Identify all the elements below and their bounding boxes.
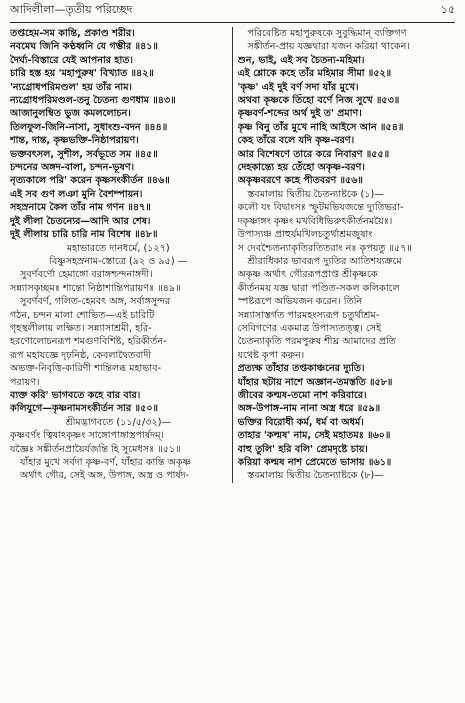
verse-line: অঙ্গ-উপাঙ্গ-নাম নানা অস্ত্র ধরে ॥৫৯॥ (237, 403, 381, 415)
running-header (10, 4, 455, 20)
citation-line: মহাভারতে দানধর্মে, (১২৭) (66, 242, 170, 254)
verse-line: ভক্তবৎসল, সুশীল, সর্বভূতে সম ॥৪৫॥ (10, 148, 158, 160)
verse-line: তিলফুল-জিনি-নাসা, সুধাংশু-বদন ॥৪৪॥ (10, 121, 168, 133)
header-title: আদিলীলা—তৃতীয় পরিচ্ছেদ (10, 3, 133, 16)
text-line: অর্থাৎ গৌর, সেই অঙ্গ, উপাঙ্গ, অস্ত্র ও পার্ষদ- (20, 470, 190, 482)
text-line: উপাস্যঞ্চ প্রাহুর্যমখিলচতুর্থাশ্রমজুষাং (237, 229, 373, 241)
text-line: সন্ন্যাসাস্তর্গত পারমহংস্যরূপ চতুর্থাশ্রম- (237, 309, 380, 321)
text-line: কীর্তনময় যজ্ঞ দ্বারা পণ্ডিত-সকল কলিকালে (237, 282, 400, 294)
text-line: যথেষ্ট কৃপা করুন। (237, 349, 305, 361)
text-line: স্তবমালায় দ্বিতীয় চৈতন্যাষ্টকে (৮)— (247, 470, 384, 482)
text-line: পরিবেষ্টিত মহাপুরুষকে সুবুদ্ধিমান্ ব্যক্তিগণ (247, 28, 407, 39)
text-line: কলৌ যং বিদ্বাংসঃ স্ফুটমভিযজন্তে দ্যুতিভরা- (237, 202, 404, 214)
text-line: শ্রীরাধিকার ভাবরূপ দ্যুতির আতিশয্যক্রমে (247, 255, 402, 267)
verse-line: এই সব গুণ লঞা মুনি বৈশম্পায়ন। (10, 188, 143, 200)
text-line: গৃহস্থলীলায় লক্ষিত। সন্ন্যাসাশ্রমী, হরি- (10, 322, 152, 334)
verse-line: 'কৃষ্ণ' এই দুই বর্ণ সদা যাঁর মুখে। (237, 81, 359, 93)
text-line: সুবর্ণবর্ণ, গলিত-হেমবৎ অঙ্গ, সর্বাঙ্গসুন্দর (20, 296, 171, 308)
verse-line: অকৃষ্ণবরণে কহে পীতবরণ ॥৫৬॥ (237, 175, 363, 187)
text-line: যজ্ঞৈঃ সঙ্কীর্তনপ্রায়ৈর্যজন্তি হি সুমেধসঃ ॥৫১॥ (10, 443, 181, 455)
verse-line: কেহ তাঁরে বলে যদি কৃষ্ণ-বরণ। (237, 135, 355, 147)
text-line: অকৃষ্ণ অর্থাৎ গৌররূপপ্রাপ্ত শ্রীকৃষ্ণকে (237, 269, 378, 281)
verse-line: আজানুলম্বিত ভুজ কমললোচন। (10, 108, 131, 120)
verse-line: জীবের কল্মষ-তমো নাশ করিবারে। (237, 389, 367, 401)
two-column-body (10, 27, 455, 483)
verse-line: এই শ্লোকে কহে তাঁর মহিমার সীমা ॥৫২॥ (237, 68, 392, 80)
verse-line: ন্যগ্রোধপরিমণ্ডল-তনু চৈতন্য গুণধাম ॥৪৩॥ (10, 95, 176, 107)
text-line: গঠন, চন্দন মালা শোভিত—এই চারিটি (10, 309, 155, 321)
verse-line: আর বিশেষণে তারে করে নিবারণ ॥৫৫॥ (237, 148, 390, 160)
left-column (10, 27, 233, 483)
verse-line: দুই লীলা চৈতন্যের—আদি আর শেষ। (10, 215, 151, 227)
text-line: সঙ্কীর্তন-প্রায় যজ্ঞদ্বারা যজন করিয়া থাকেন। (247, 41, 410, 53)
text-line: সন্ন্যাসকৃচ্ছমঃ শান্তো নিষ্ঠাশান্তিপরায়ণঃ ॥৪৯॥ (10, 282, 181, 294)
verse-line: অথবা কৃষ্ণকে তিঁহো বর্ণে নিজ সুখে ॥৫৩॥ (237, 95, 400, 107)
text-line: হরণোলোচনরূপ শমগুণবিশিষ্ট, হরিকীর্তন- (10, 336, 167, 348)
verse-line: দেহকান্ত্যে হয় তেঁহো অকৃষ্ণ-বরণ। (237, 162, 365, 174)
text-line: দকৃষ্ণাঙ্গং কৃষ্ণং মখবিধিভিরুৎকীর্তনময়ৈঃ। (237, 215, 393, 227)
verse-line: কৃষ্ণবর্ণ-শব্দের অর্থ দুই ত' প্রমাণ। (237, 108, 362, 120)
verse-line: সহস্রনামে কৈল তাঁর নাম গণন ॥৪৭॥ (10, 202, 151, 214)
verse-line: ব্যক্ত করি' ভাগবতে কহে বার বার। (10, 389, 141, 401)
verse-line: চন্দনের অঙ্গদ-বালা, চন্দন-ভূষণ। (10, 162, 135, 174)
text-line: রূপ মহাযজ্ঞে দৃঢ়নিষ্ঠ, কেবলাদ্বৈতবাদী (10, 349, 152, 361)
text-line: স্তবমালায় দ্বিতীয় চৈতন্যাষ্টকে (১)— (247, 188, 384, 200)
verse-line: তাহার 'কল্মষ' নাম, সেই মহাতমঃ ॥৬০॥ (237, 430, 391, 442)
text-line: স্পষ্টরূপে অভিযজন করেন। তিনি (237, 296, 363, 308)
text-line: স দেবশ্চৈতন্যাকৃতিরতিতরাং নঃ কৃপয়তু ॥৫৭॥ (237, 242, 412, 254)
verse-line: দৈর্ঘ্য-বিস্তারে যেই আপনার হাত। (10, 54, 133, 66)
citation-line: বিষ্ণুসহস্রনাম-স্তোত্রে (৯২ ও ৯৫) — (49, 255, 188, 267)
header-rule (10, 22, 455, 23)
verse-line: বাহু তুলি' হরি বলি' প্রেমদৃষ্টে চায়। (237, 443, 368, 455)
verse-line: দুই লীলায় চারি চারি নাম বিশেষ ॥৪৮॥ (10, 229, 158, 241)
verse-line: তপ্তহেম-সম কান্তি, প্রকাণ্ড শরীর। (10, 28, 135, 39)
verse-line: নবমেঘ জিনি কণ্ঠধ্বনি যে গম্ভীর ॥৪১॥ (10, 41, 158, 53)
verse-line: শান্ত, দান্ত, কৃষ্ণভক্তি-নিষ্ঠাপরায়ণ। (10, 135, 139, 147)
right-column (233, 27, 456, 483)
verse-line: প্রত্যক্ষ তাঁহার তপ্তকাঞ্চনের দ্যুতি। (237, 363, 365, 375)
text-line: চৈতন্যাকৃতি পরমপুরুষ শীঘ্র আমাদের প্রতি (237, 336, 396, 348)
verse-line: ভক্তির বিরোধী কর্ম, ধর্ম বা অধর্ম। (237, 416, 364, 428)
verse-line: চারি হস্ত হয় 'মহাপুরুষ' বিখ্যাত ॥৪২॥ (10, 68, 154, 80)
verse-line: নৃত্যকালে পরি' করেন কৃষ্ণসংকীর্তন ॥৪৬॥ (10, 175, 170, 187)
verse-line: করিয়া কল্মষ নাশ প্রেমেতে ভাসায় ॥৬১॥ (237, 457, 392, 468)
text-line: অভক্ত-নিবৃত্তি-কারিণী শান্তিলব্ধ মহাভাব- (10, 363, 162, 375)
citation-line: শ্রীমদ্ভাগবতে (১১/৫/৩২)— (65, 416, 172, 428)
verse-line: কৃষ্ণ বিনু তাঁর মুখে নাহি আইসে আন ॥৫৪॥ (237, 121, 404, 133)
verse-line: কলিযুগে—কৃষ্ণনামসংকীর্তন সার ॥৫০॥ (10, 403, 158, 415)
text-line: কৃষ্ণবর্ণং ত্বিষাঽকৃষ্ণং সাঙ্গোপাঙ্গাস্ত্রপার্ষদম্। (10, 430, 164, 442)
page-number: ১৫ (440, 3, 455, 16)
text-line: পরায়ণ। (10, 376, 40, 388)
verse-line: যাঁহার ছটায় নাশে অজ্ঞান-তমস্ততি ॥৫৮॥ (237, 376, 393, 388)
text-line: সেবিগণের একমাত্র উপাস্যতত্ত্ব। সেই (237, 322, 382, 334)
text-line: সুবর্ণবর্ণো হেমাঙ্গো বরাঙ্গশ্চন্দনাঙ্গদী। (20, 269, 153, 281)
verse-line: 'ন্যগ্রোধপরিমণ্ডল' হয় তাঁর নাম। (10, 81, 132, 93)
verse-line: শুন, ভাই, এই সব চৈতন্য-মহিমা। (237, 54, 365, 66)
text-line: যাঁহার মুখে সর্বদা কৃষ্ণ-বর্ণ, যাঁহার কান্তি অকৃষ্ণ (20, 457, 191, 468)
